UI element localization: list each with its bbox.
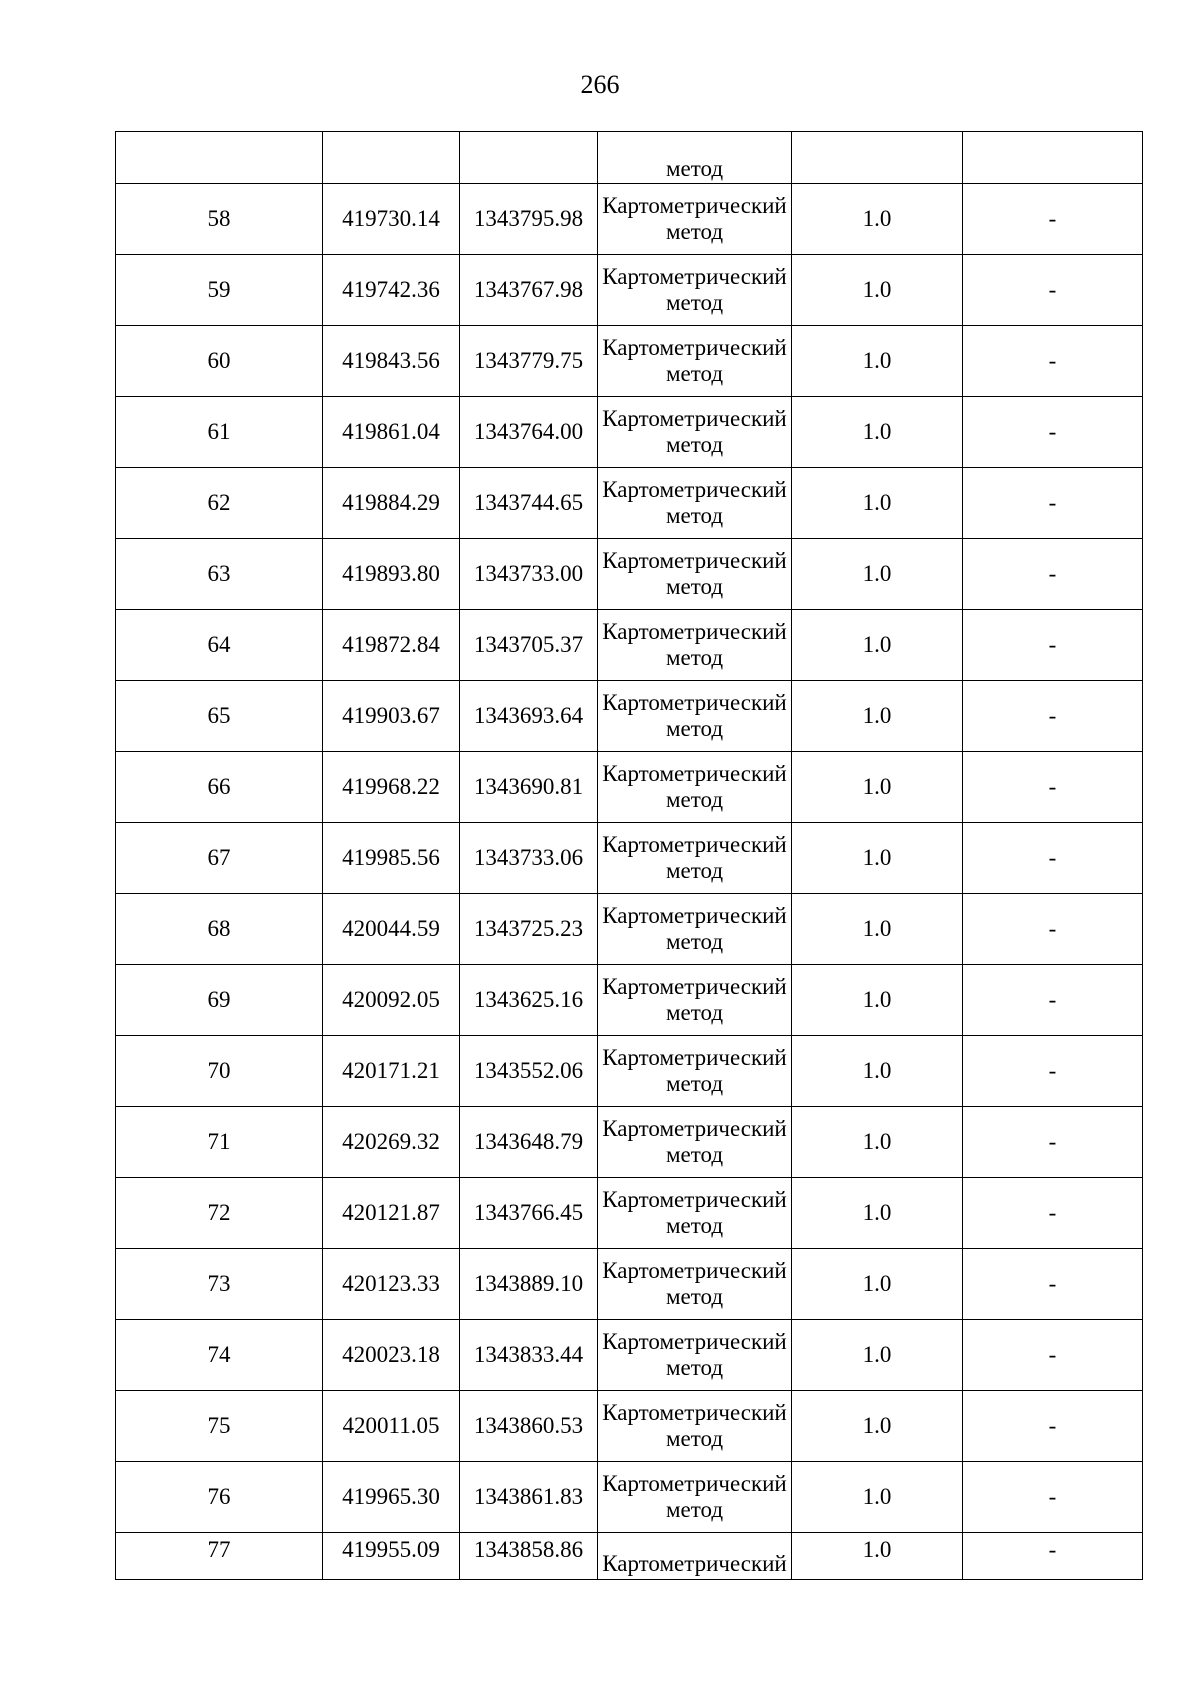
cell-x: 419730.14	[323, 184, 460, 255]
cell-method	[598, 1249, 792, 1320]
method-line-2: метод	[665, 716, 724, 741]
method-line-2: метод	[665, 1497, 724, 1522]
cell-note: -	[963, 1036, 1143, 1107]
method-line-1: Картометрический	[602, 1471, 787, 1496]
table-row	[116, 1391, 1143, 1462]
cell-accuracy: 1.0	[792, 1036, 963, 1107]
cell-x: 420011.05	[323, 1391, 460, 1462]
cell-x: 419861.04	[323, 397, 460, 468]
method-line-2: метод	[665, 574, 724, 599]
cell-method	[598, 539, 792, 610]
table-row	[116, 184, 1143, 255]
cell-y: 1343705.37	[460, 610, 598, 681]
cell-accuracy: 1.0	[792, 326, 963, 397]
cell-x: 420269.32	[323, 1107, 460, 1178]
method-line-1: Картометрический	[602, 1187, 787, 1212]
table-row	[116, 752, 1143, 823]
page-number: 266	[580, 70, 620, 99]
cell-x: 419968.22	[323, 752, 460, 823]
cell-number: 63	[116, 539, 323, 610]
method-line-1: Картометрический	[602, 193, 787, 218]
method-line-1: Картометрический	[602, 1400, 787, 1425]
cell-x: 420044.59	[323, 894, 460, 965]
table-row	[116, 823, 1143, 894]
cell-accuracy: 1.0	[792, 1178, 963, 1249]
table-row	[116, 1178, 1143, 1249]
cell-accuracy: 1.0	[792, 184, 963, 255]
table-row	[116, 468, 1143, 539]
cell-x: 419742.36	[323, 255, 460, 326]
cell-method	[598, 894, 792, 965]
table-body	[116, 132, 1143, 1580]
cell-number: 76	[116, 1462, 323, 1533]
cell-number: 58	[116, 184, 323, 255]
cell-y: 1343860.53	[460, 1391, 598, 1462]
cell-method	[598, 397, 792, 468]
table-row	[116, 1036, 1143, 1107]
cell-method	[598, 1462, 792, 1533]
cell-accuracy: 1.0	[792, 1391, 963, 1462]
cell-number: 75	[116, 1391, 323, 1462]
cell-number	[116, 132, 323, 184]
cell-y: 1343779.75	[460, 326, 598, 397]
method-line-2: метод	[665, 1213, 724, 1238]
method-line-1: Картометрический	[602, 1258, 787, 1283]
table-row	[116, 1107, 1143, 1178]
method-line-1: Картометрический	[602, 761, 787, 786]
cell-accuracy: 1.0	[792, 894, 963, 965]
cell-note: -	[963, 184, 1143, 255]
method-line-2: метод	[665, 1426, 724, 1451]
cell-number: 67	[116, 823, 323, 894]
method-line-2: метод	[665, 219, 724, 244]
method-line-2: метод	[665, 290, 724, 315]
method-line-2: метод	[665, 645, 724, 670]
cell-accuracy: 1.0	[792, 1107, 963, 1178]
table-row	[116, 1320, 1143, 1391]
cell-note: -	[963, 1249, 1143, 1320]
method-line-1: Картометрический	[602, 1116, 787, 1141]
coordinates-table	[115, 131, 1143, 1580]
cell-number: 60	[116, 326, 323, 397]
table-row	[116, 894, 1143, 965]
cell-method: Картометрический	[598, 1533, 792, 1580]
cell-y: 1343889.10	[460, 1249, 598, 1320]
method-line-2: метод	[665, 858, 724, 883]
table-row	[116, 1249, 1143, 1320]
cell-note: -	[963, 326, 1143, 397]
cell-accuracy: 1.0	[792, 468, 963, 539]
cell-y: 1343764.00	[460, 397, 598, 468]
cell-x: 420092.05	[323, 965, 460, 1036]
method-line-2: метод	[665, 503, 724, 528]
continuation-row	[116, 132, 1143, 184]
table-row	[116, 539, 1143, 610]
method-line-2: метод	[665, 1000, 724, 1025]
cell-x: 420023.18	[323, 1320, 460, 1391]
cell-y: 1343690.81	[460, 752, 598, 823]
method-line-1: Картометрический	[602, 619, 787, 644]
cell-note: -	[963, 965, 1143, 1036]
table-row	[116, 681, 1143, 752]
cell-note: -	[963, 468, 1143, 539]
method-line-2: метод	[665, 1142, 724, 1167]
cell-method	[598, 326, 792, 397]
table-row	[116, 397, 1143, 468]
cell-accuracy: 1.0	[792, 681, 963, 752]
method-line-1: Картометрический	[602, 974, 787, 999]
cell-method	[598, 1178, 792, 1249]
cell-note: -	[963, 397, 1143, 468]
cell-method	[598, 184, 792, 255]
cell-y: 1343833.44	[460, 1320, 598, 1391]
cell-accuracy: 1.0	[792, 397, 963, 468]
cell-x: 420121.87	[323, 1178, 460, 1249]
cell-number: 62	[116, 468, 323, 539]
cell-note: -	[963, 752, 1143, 823]
cell-accuracy: 1.0	[792, 1462, 963, 1533]
cell-x: 419884.29	[323, 468, 460, 539]
table-row	[116, 965, 1143, 1036]
cell-note	[963, 132, 1143, 184]
cell-number: 59	[116, 255, 323, 326]
method-line-1: Картометрический	[602, 903, 787, 928]
cell-accuracy: 1.0	[792, 965, 963, 1036]
cell-accuracy: 1.0	[792, 752, 963, 823]
cell-y: 1343767.98	[460, 255, 598, 326]
cell-accuracy: 1.0	[792, 1320, 963, 1391]
cell-number: 72	[116, 1178, 323, 1249]
cell-note: -	[963, 539, 1143, 610]
cell-y	[460, 132, 598, 184]
cell-accuracy: 1.0	[792, 1533, 963, 1580]
cell-x	[323, 132, 460, 184]
cell-y: 1343858.86	[460, 1533, 598, 1580]
method-line-1: Картометрический	[602, 690, 787, 715]
method-line-2: метод	[665, 929, 724, 954]
cell-method	[598, 610, 792, 681]
method-line-1: Картометрический	[602, 548, 787, 573]
cell-method	[598, 965, 792, 1036]
cell-number: 66	[116, 752, 323, 823]
method-line-1: Картометрический	[602, 832, 787, 857]
cell-y: 1343648.79	[460, 1107, 598, 1178]
cell-note: -	[963, 681, 1143, 752]
cell-x: 419985.56	[323, 823, 460, 894]
cell-y: 1343552.06	[460, 1036, 598, 1107]
cell-number: 73	[116, 1249, 323, 1320]
cell-note: -	[963, 1178, 1143, 1249]
cell-note: -	[963, 1462, 1143, 1533]
cell-number: 70	[116, 1036, 323, 1107]
method-line-1: Картометрический	[602, 264, 787, 289]
cell-number: 61	[116, 397, 323, 468]
cell-note: -	[963, 255, 1143, 326]
cell-method	[598, 255, 792, 326]
cell-accuracy: 1.0	[792, 1249, 963, 1320]
table-row	[116, 1462, 1143, 1533]
cell-note: -	[963, 1391, 1143, 1462]
cell-number: 69	[116, 965, 323, 1036]
cell-x: 420123.33	[323, 1249, 460, 1320]
cell-number: 77	[116, 1533, 323, 1580]
cell-note: -	[963, 894, 1143, 965]
cell-y: 1343766.45	[460, 1178, 598, 1249]
cell-x: 420171.21	[323, 1036, 460, 1107]
cell-y: 1343795.98	[460, 184, 598, 255]
table-row	[116, 255, 1143, 326]
cell-y: 1343733.06	[460, 823, 598, 894]
cell-method	[598, 1320, 792, 1391]
cell-number: 71	[116, 1107, 323, 1178]
table-row	[116, 610, 1143, 681]
cell-x: 419893.80	[323, 539, 460, 610]
method-line-1: Картометрический	[602, 406, 787, 431]
cell-x: 419872.84	[323, 610, 460, 681]
cell-number: 68	[116, 894, 323, 965]
cell-note: -	[963, 823, 1143, 894]
cell-number: 74	[116, 1320, 323, 1391]
cell-x: 419903.67	[323, 681, 460, 752]
cell-number: 64	[116, 610, 323, 681]
cell-y: 1343861.83	[460, 1462, 598, 1533]
method-line-2: метод	[665, 1355, 724, 1380]
cell-method	[598, 1391, 792, 1462]
cell-accuracy: 1.0	[792, 255, 963, 326]
method-line-1: Картометрический	[602, 1329, 787, 1354]
cell-method	[598, 1036, 792, 1107]
cell-note: -	[963, 610, 1143, 681]
method-line-1: Картометрический	[602, 477, 787, 502]
method-line-1: Картометрический	[602, 335, 787, 360]
cell-x: 419843.56	[323, 326, 460, 397]
method-line-2: метод	[665, 1071, 724, 1096]
cell-note: -	[963, 1320, 1143, 1391]
cell-x: 419965.30	[323, 1462, 460, 1533]
method-line-2: метод	[665, 787, 724, 812]
cell-accuracy	[792, 132, 963, 184]
cell-method	[598, 752, 792, 823]
cell-accuracy: 1.0	[792, 539, 963, 610]
table-row-partial	[116, 1533, 1143, 1580]
cell-accuracy: 1.0	[792, 823, 963, 894]
cell-x: 419955.09	[323, 1533, 460, 1580]
cell-y: 1343733.00	[460, 539, 598, 610]
method-line-1: Картометрический	[602, 1045, 787, 1070]
cell-method	[598, 1107, 792, 1178]
cell-y: 1343625.16	[460, 965, 598, 1036]
cell-y: 1343725.23	[460, 894, 598, 965]
cell-accuracy: 1.0	[792, 610, 963, 681]
table-row	[116, 326, 1143, 397]
cell-method: метод	[598, 132, 792, 184]
method-line-2: метод	[665, 432, 724, 457]
cell-method	[598, 681, 792, 752]
method-line-2: метод	[665, 361, 724, 386]
cell-method	[598, 468, 792, 539]
cell-number: 65	[116, 681, 323, 752]
cell-y: 1343744.65	[460, 468, 598, 539]
cell-y: 1343693.64	[460, 681, 598, 752]
cell-note: -	[963, 1533, 1143, 1580]
cell-method	[598, 823, 792, 894]
cell-note: -	[963, 1107, 1143, 1178]
method-line-2: метод	[665, 1284, 724, 1309]
